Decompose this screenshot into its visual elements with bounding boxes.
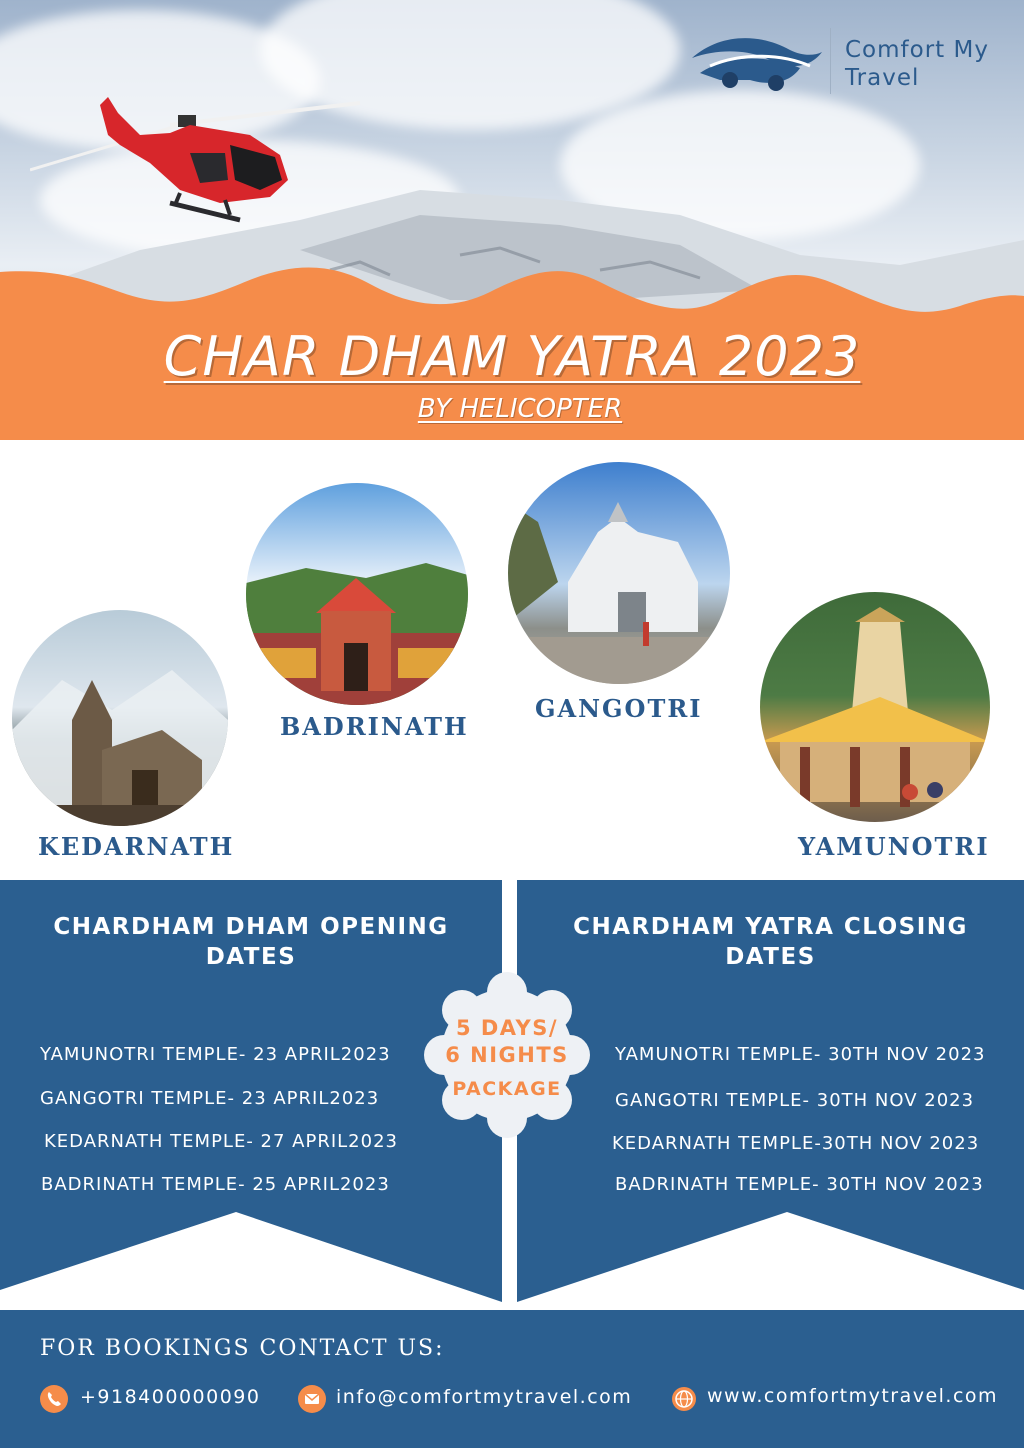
opening-dates-heading: CHARDHAM DHAM OPENING DATES: [53, 914, 449, 970]
temple-name-gangotri: GANGOTRI: [535, 694, 703, 723]
badrinath-photo: [246, 483, 468, 705]
closing-date-row: KEDARNATH TEMPLE-30TH NOV 2023: [612, 1133, 980, 1154]
helicopter-illustration: [30, 85, 370, 235]
phone-icon: [40, 1385, 68, 1413]
page-title: CHAR DHAM YATRA 2023: [163, 325, 861, 388]
package-badge: [422, 970, 592, 1140]
brand-logo[interactable]: [690, 28, 1010, 98]
closing-date-row: GANGOTRI TEMPLE- 30TH NOV 2023: [615, 1090, 975, 1111]
hero-banner: [0, 0, 1024, 440]
opening-date-row: BADRINATH TEMPLE- 25 APRIL2023: [41, 1174, 390, 1195]
contact-phone[interactable]: +918400000090: [80, 1386, 261, 1408]
temple-name-badrinath: BADRINATH: [280, 712, 469, 741]
kedarnath-photo: [12, 610, 228, 826]
opening-date-row: GANGOTRI TEMPLE- 23 APRIL2023: [40, 1088, 380, 1109]
package-nights: 6 NIGHTS: [445, 1043, 569, 1067]
temple-name-kedarnath: KEDARNATH: [38, 832, 235, 861]
contact-email[interactable]: info@comfortmytravel.com: [336, 1386, 633, 1408]
yamunotri-photo: [760, 592, 990, 822]
car-wave-logo-icon: [690, 28, 830, 98]
closing-dates-heading: CHARDHAM YATRA CLOSING DATES: [573, 914, 968, 970]
opening-date-row: KEDARNATH TEMPLE- 27 APRIL2023: [44, 1131, 398, 1152]
contact-website[interactable]: www.comfortmytravel.com: [707, 1385, 999, 1407]
globe-icon: [672, 1387, 696, 1411]
page-subtitle: BY HELICOPTER: [417, 394, 623, 424]
logo-divider: [830, 28, 831, 94]
package-label: PACKAGE: [452, 1078, 562, 1100]
gangotri-photo: [508, 462, 730, 684]
mail-icon: [298, 1385, 326, 1413]
panel-white-chevron: [517, 1210, 1024, 1302]
brand-name: Comfort My Travel: [845, 37, 989, 91]
contact-footer: [0, 1310, 1024, 1448]
opening-date-row: YAMUNOTRI TEMPLE- 23 APRIL2023: [40, 1044, 391, 1065]
closing-dates-panel: [517, 880, 1024, 1302]
package-days: 5 DAYS/: [455, 1016, 559, 1040]
closing-date-row: BADRINATH TEMPLE- 30TH NOV 2023: [615, 1174, 984, 1195]
panel-white-chevron: [0, 1210, 502, 1302]
contact-heading: FOR BOOKINGS CONTACT US:: [40, 1336, 445, 1361]
temple-name-yamunotri: YAMUNOTRI: [798, 832, 990, 861]
closing-date-row: YAMUNOTRI TEMPLE- 30TH NOV 2023: [615, 1044, 986, 1065]
